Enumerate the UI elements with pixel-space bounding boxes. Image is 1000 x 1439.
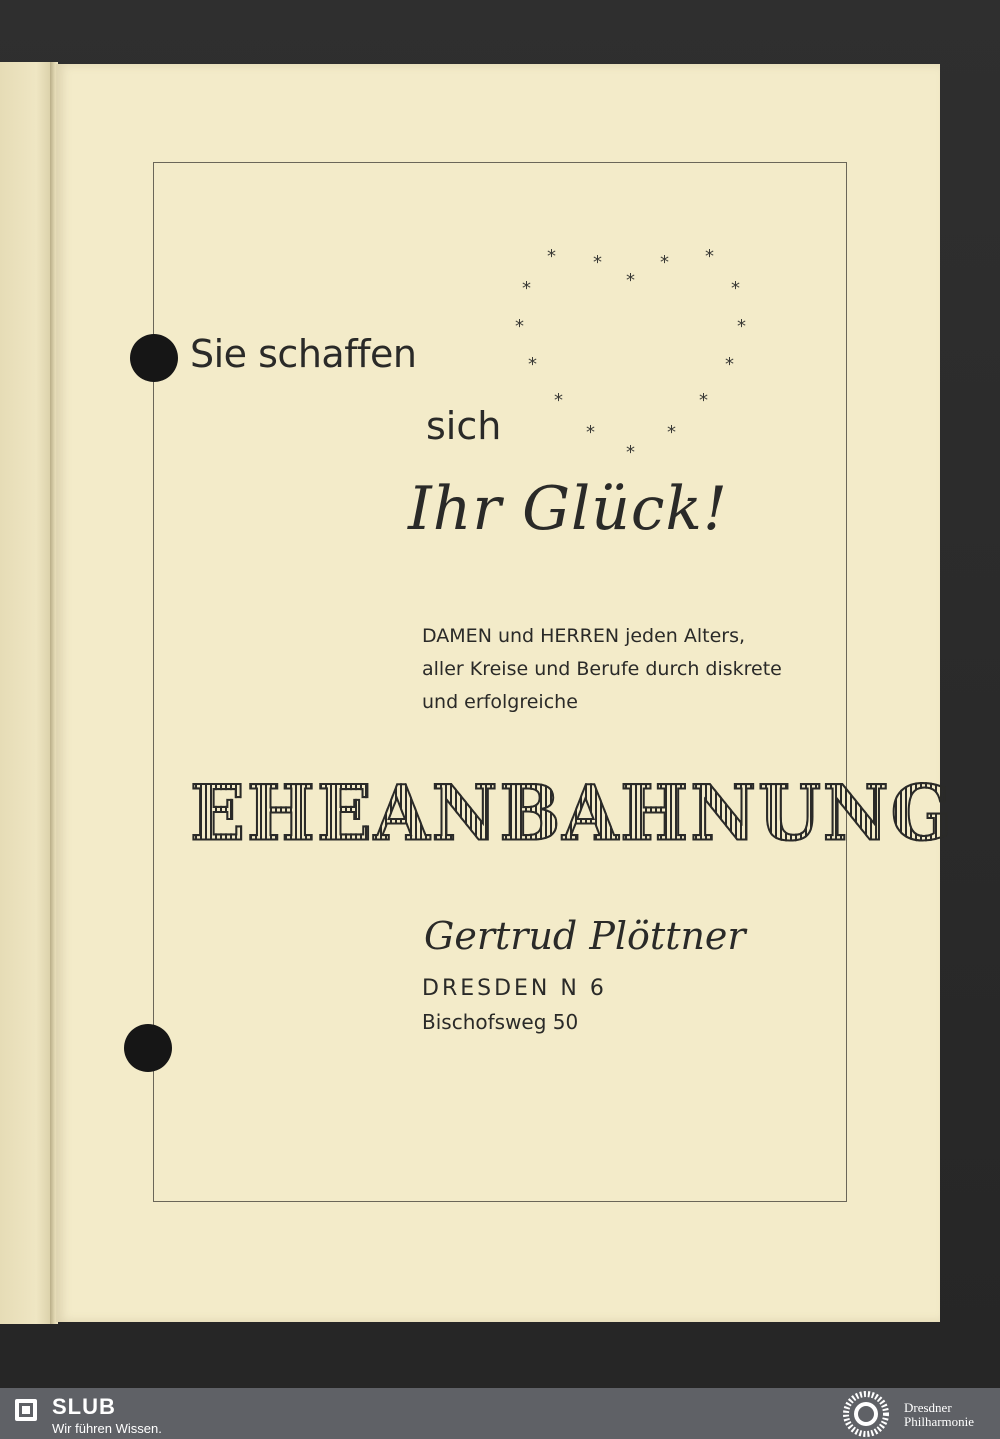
- punch-hole-bottom: [124, 1024, 172, 1072]
- brochure-page: [56, 64, 955, 1322]
- star: *: [737, 316, 746, 337]
- star: *: [547, 246, 556, 267]
- star: *: [731, 278, 740, 299]
- book-icon[interactable]: [12, 1396, 40, 1424]
- sunburst-icon[interactable]: [842, 1390, 890, 1438]
- ad-proprietor-name: Gertrud Plöttner: [424, 914, 746, 958]
- ad-description: [422, 620, 782, 719]
- ad-line-sie-schaffen: Sie schaffen: [190, 332, 417, 376]
- ad-city: DRESDEN N 6: [422, 976, 607, 1001]
- ad-line-sich: sich: [426, 404, 502, 448]
- partner-name: [904, 1401, 974, 1429]
- star: *: [522, 278, 531, 299]
- star: *: [586, 422, 595, 443]
- partner-line: Philharmonie: [904, 1414, 975, 1429]
- star: *: [554, 390, 563, 411]
- star: *: [528, 354, 537, 375]
- star: *: [660, 252, 669, 273]
- partner-line: Dresdner: [904, 1400, 952, 1415]
- star: *: [626, 270, 635, 291]
- ad-description-line: und erfolgreiche: [422, 691, 578, 713]
- star: *: [699, 390, 708, 411]
- star: *: [725, 354, 734, 375]
- ad-description-line: aller Kreise und Berufe durch diskrete: [422, 658, 782, 680]
- ad-description-line: DAMEN und HERREN jeden Alters,: [422, 625, 746, 647]
- star: *: [705, 246, 714, 267]
- ad-street: Bischofsweg 50: [422, 1010, 579, 1034]
- punch-hole-top: [130, 334, 178, 382]
- slub-title[interactable]: SLUB: [52, 1394, 116, 1419]
- star: *: [515, 316, 524, 337]
- star: *: [593, 252, 602, 273]
- slub-tagline: Wir führen Wissen.: [52, 1421, 162, 1436]
- left-page-edge: [0, 62, 52, 1324]
- ad-headline: EHEANBAHNUNG: [190, 768, 955, 858]
- viewer-footer: [0, 1388, 1000, 1439]
- star: *: [667, 422, 676, 443]
- star: *: [626, 442, 635, 463]
- ad-line-ihr-glueck: Ihr Glück!: [408, 474, 728, 544]
